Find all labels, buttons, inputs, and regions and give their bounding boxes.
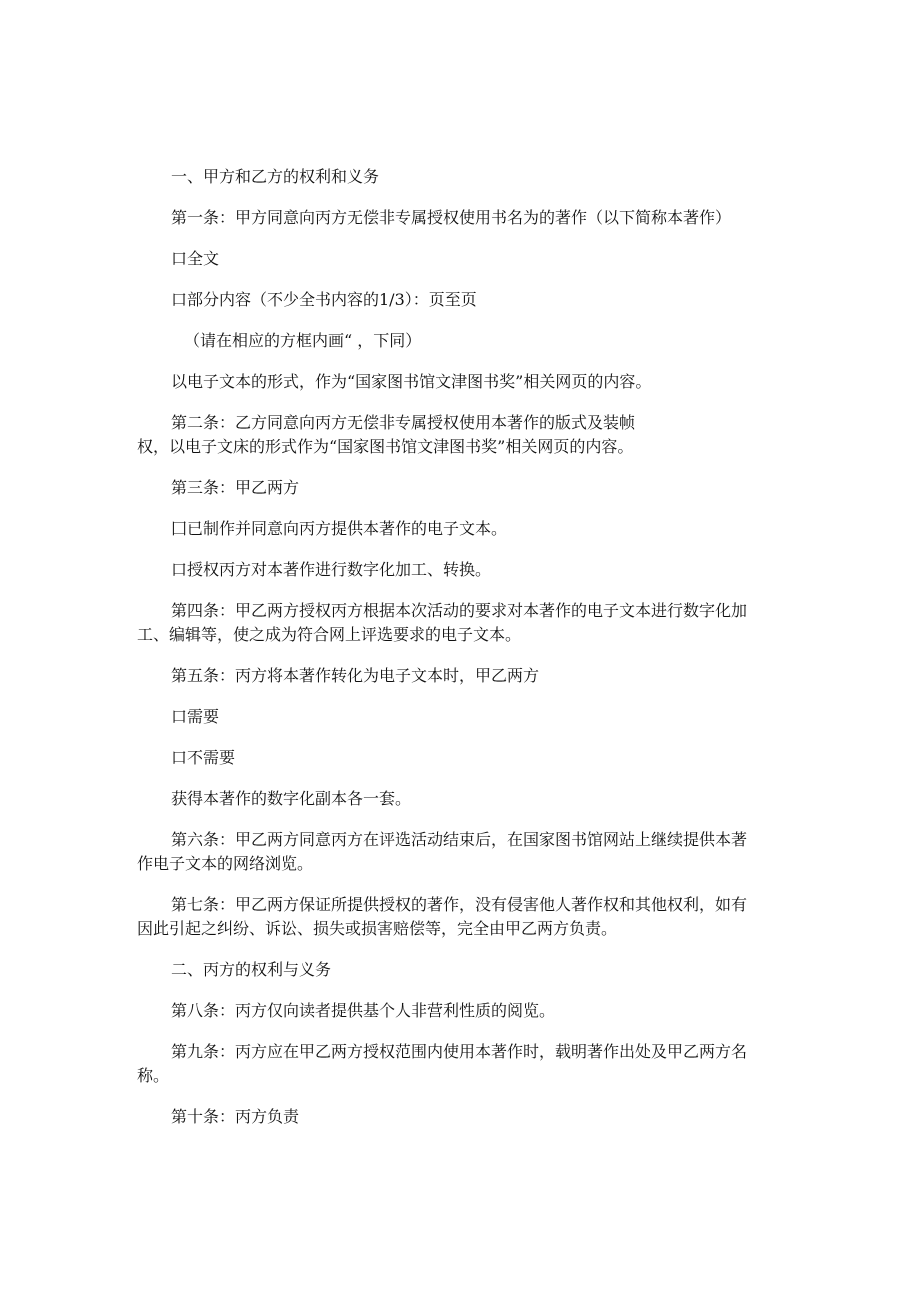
article-5-continuation: 获得本著作的数字化副本各一套。: [171, 789, 412, 808]
article-3: 第三条：甲乙两方: [171, 478, 300, 497]
article-9-line-2: 称。: [137, 1066, 170, 1085]
checkbox-option-prepared: 囗已制作并同意向丙方提供本著作的电子文本。: [171, 519, 508, 538]
section-heading-1: 一、甲方和乙方的权利和义务: [171, 167, 380, 186]
article-9-line-1: 第九条：丙方应在甲乙两方授权范围内使用本著作时，载明著作出处及甲乙两方名: [171, 1042, 748, 1061]
section-heading-2: 二、丙方的权利与义务: [171, 960, 332, 979]
article-7-line-1: 第七条：甲乙两方保证所提供授权的著作，没有侵害他人著作权和其他权利，如有: [171, 895, 748, 914]
instruction-note: （请在相应的方框内画“ ，下同）: [184, 331, 422, 350]
article-4-line-1: 第四条：甲乙两方授权丙方根据本次活动的要求对本著作的电子文本进行数字化加: [171, 601, 748, 620]
article-2-line-1: 第二条：乙方同意向丙方无偿非专属授权使用本著作的版式及装帧: [171, 413, 636, 432]
checkbox-option-no-need: 口不需要: [171, 748, 236, 767]
checkbox-option-authorize: 口授权丙方对本著作进行数字化加工、转换。: [171, 560, 492, 579]
article-1: 第一条：甲方同意向丙方无偿非专属授权使用书名为的著作（以下简称本著作）: [171, 208, 732, 227]
checkbox-option-full-text: 口全文: [171, 249, 220, 268]
article-1-continuation: 以电子文本的形式，作为“国家图书馆文津图书奖”相关网页的内容。: [171, 372, 652, 391]
checkbox-option-need: 口需要: [171, 707, 220, 726]
article-10: 第十条：丙方负责: [171, 1107, 300, 1126]
article-6-line-1: 第六条：甲乙两方同意丙方在评选活动结束后，在国家图书馆网站上继续提供本著: [171, 830, 748, 849]
checkbox-option-partial: 口部分内容（不少全书内容的1/3）：页至页: [171, 290, 477, 309]
article-2-line-2: 权，以电子文床的形式作为“国家图书馆文津图书奖”相关网页的内容。: [137, 437, 634, 456]
article-4-line-2: 工、编辑等，使之成为符合网上评选要求的电子文本。: [137, 625, 522, 644]
article-6-line-2: 作电子文本的网络浏览。: [137, 854, 314, 873]
article-5: 第五条：丙方将本著作转化为电子文本时，甲乙两方: [171, 666, 540, 685]
article-8: 第八条：丙方仅向读者提供基个人非营利性质的阅览。: [171, 1001, 556, 1020]
article-7-line-2: 因此引起之纠纷、诉讼、损失或损害赔偿等，完全由甲乙两方负责。: [137, 919, 618, 938]
